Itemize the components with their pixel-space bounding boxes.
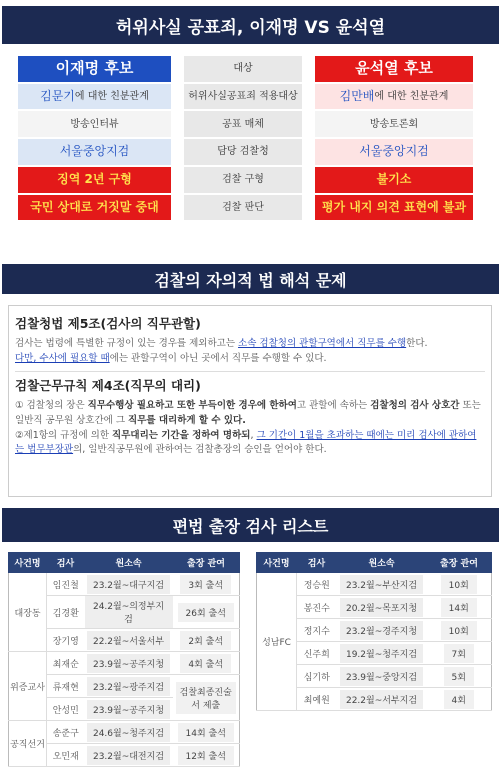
origin-cell xyxy=(337,688,427,711)
prosecutor-name: 오민재 xyxy=(47,744,85,767)
section3-title: 편법 출장 검사 리스트 xyxy=(2,508,499,542)
case-cell: 성남FC xyxy=(257,573,297,711)
prosecutor-name: 안성민 xyxy=(47,698,85,721)
origin-value: 20.2월~목포지청 xyxy=(340,598,423,617)
prosecutor-name: 정승원 xyxy=(297,573,337,596)
origin-cell xyxy=(337,665,427,688)
origin-value: 23.9월~공주지청 xyxy=(87,700,170,719)
prosecutor-name: 정지수 xyxy=(297,619,337,642)
law2-title: 검찰근무규칙 제4조(직무의 대리) xyxy=(15,377,201,393)
count-value: 14회 xyxy=(441,598,477,617)
count-cell xyxy=(427,642,492,665)
origin-cell xyxy=(85,675,173,698)
prosecutor-table-left xyxy=(8,552,240,767)
count-cell xyxy=(173,652,240,675)
left-office: 서울중앙지검 xyxy=(18,139,171,165)
origin-cell xyxy=(337,573,427,596)
origin-value: 23.2월~대전지검 xyxy=(87,746,170,765)
count-value: 7회 xyxy=(444,644,474,663)
law2-p1-b: 직무수행상 필요하고 또한 부득이한 경우에 한하여 xyxy=(87,400,297,412)
origin-cell xyxy=(85,721,173,744)
law2-p1-f: 직무를 대리하게 할 수 있다. xyxy=(128,414,246,426)
count-cell xyxy=(427,596,492,619)
prosecutor-name: 신주희 xyxy=(297,642,337,665)
origin-cell xyxy=(85,596,173,629)
section2-title: 검찰의 자의적 법 해석 문제 xyxy=(2,264,499,294)
origin-cell xyxy=(85,652,173,675)
law2-p2-underline: 그 기간이 1월을 초과하는 때에는 미리 검사에 관하여는 법무부장관 xyxy=(15,429,477,456)
law2-para1 xyxy=(15,399,485,428)
right-target-name: 김만배 xyxy=(339,88,375,103)
law1-title: 검찰청법 제5조(검사의 직무관할) xyxy=(15,316,201,331)
law1-text2-underline: 다만, 수사에 필요할 때 xyxy=(15,353,110,365)
left-target-cell xyxy=(18,84,171,110)
section1-title: 허위사실 공표죄, 이재명 VS 윤석열 xyxy=(2,6,499,44)
law1-text-2 xyxy=(15,352,485,367)
count-cell xyxy=(173,675,240,721)
count-cell xyxy=(427,573,492,596)
count-value: 3회 출석 xyxy=(180,575,231,594)
mid-judgment-label: 검찰 판단 xyxy=(184,195,302,221)
mid-sentence-label: 검찰 구형 xyxy=(184,167,302,193)
count-value: 4회 출석 xyxy=(180,654,231,673)
prosecutor-name: 최재순 xyxy=(47,652,85,675)
origin-value: 23.2월~대구지검 xyxy=(87,575,170,594)
right-candidate-header: 윤석열 후보 xyxy=(315,56,473,82)
table-row xyxy=(257,573,492,596)
law2-p1-a: ① 검찰청의 장은 xyxy=(15,400,88,412)
origin-cell xyxy=(85,698,173,721)
mid-office-label: 담당 검찰청 xyxy=(184,139,302,165)
prosecutor-name: 송준구 xyxy=(47,721,85,744)
origin-value: 23.2월~부산지검 xyxy=(340,575,423,594)
count-value: 검찰최종진술서 제출 xyxy=(176,682,236,714)
right-judgment: 평가 내지 의견 표현에 불과 xyxy=(315,195,473,221)
col-prosecutor: 검사 xyxy=(47,553,85,573)
count-cell xyxy=(173,721,240,744)
law-divider xyxy=(15,371,485,372)
right-office: 서울중앙지검 xyxy=(315,139,473,165)
law2-p2-c: , xyxy=(250,429,257,441)
law1-text xyxy=(15,337,485,352)
mid-target-label: 허위사실공표죄 적용대상 xyxy=(184,84,302,110)
origin-cell xyxy=(85,744,173,767)
count-cell xyxy=(427,619,492,642)
right-sentence: 불기소 xyxy=(315,167,473,193)
count-value: 5회 xyxy=(444,667,474,686)
left-media: 방송인터뷰 xyxy=(18,111,171,137)
prosecutor-name: 봉진수 xyxy=(297,596,337,619)
law1-text-underline: 소속 검찰청의 관할구역에서 직무를 수행 xyxy=(238,338,407,350)
count-cell xyxy=(173,744,240,767)
prosecutor-name: 류재현 xyxy=(47,675,85,698)
count-cell xyxy=(173,629,240,652)
mid-header: 대상 xyxy=(184,56,302,82)
prosecutor-name: 최예원 xyxy=(297,688,337,711)
count-cell xyxy=(427,688,492,711)
law2-p1-e: 또는 일반직 공무원 상호간에 그 xyxy=(15,400,481,426)
law2-p2-b: 직무대리는 기간을 정하여 명하되 xyxy=(112,429,251,441)
law2-para2 xyxy=(15,429,485,458)
count-cell xyxy=(173,596,240,629)
count-value: 4회 xyxy=(444,690,474,709)
table-row xyxy=(9,652,240,675)
col-prosecutor: 검사 xyxy=(297,553,337,573)
origin-value: 23.9월~공주지청 xyxy=(87,654,170,673)
origin-value: 19.2월~청주지검 xyxy=(340,644,423,663)
mid-media-label: 공표 매체 xyxy=(184,111,302,137)
left-target-desc: 에 대한 친분관계 xyxy=(74,90,149,102)
table-row xyxy=(9,721,240,744)
col-origin: 원소속 xyxy=(337,553,427,573)
origin-value: 23.2월~경주지청 xyxy=(340,621,423,640)
right-target-desc: 에 대한 친분관계 xyxy=(374,90,449,102)
case-cell: 위증교사 xyxy=(9,652,47,721)
count-value: 10회 xyxy=(441,575,477,594)
count-value: 14회 출석 xyxy=(178,723,234,742)
origin-cell xyxy=(85,573,173,596)
left-candidate-header: 이재명 후보 xyxy=(18,56,171,82)
law2-p1-c: 고 관할에 속하는 xyxy=(296,400,371,412)
count-cell xyxy=(427,665,492,688)
origin-value: 22.2월~서부지검 xyxy=(340,690,423,709)
col-count: 출장 관여 xyxy=(427,553,492,573)
origin-cell xyxy=(337,642,427,665)
case-cell: 공직선거 xyxy=(9,721,47,767)
prosecutor-name: 김경환 xyxy=(47,596,85,629)
col-case: 사건명 xyxy=(9,553,47,573)
count-value: 10회 xyxy=(441,621,477,640)
col-case: 사건명 xyxy=(257,553,297,573)
count-value: 2회 출석 xyxy=(180,631,231,650)
left-judgment: 국민 상대로 거짓말 중대 xyxy=(18,195,171,221)
law1-text-a: 검사는 법령에 특별한 규정이 있는 경우를 제외하고는 xyxy=(15,338,239,350)
law-text-box xyxy=(8,305,492,497)
origin-cell xyxy=(337,596,427,619)
origin-cell xyxy=(337,619,427,642)
col-origin: 원소속 xyxy=(85,553,173,573)
origin-value: 23.2월~광주지검 xyxy=(87,677,170,696)
law2-p2-a: ②제1항의 규정에 의한 xyxy=(15,429,113,441)
prosecutor-name: 심기하 xyxy=(297,665,337,688)
origin-value: 24.6월~청주지검 xyxy=(87,723,170,742)
origin-cell xyxy=(85,629,173,652)
origin-value: 22.2월~서울서부 xyxy=(87,631,170,650)
prosecutor-name: 임진철 xyxy=(47,573,85,596)
left-sentence: 징역 2년 구형 xyxy=(18,167,171,193)
prosecutor-table-right xyxy=(256,552,492,711)
count-value: 26회 출석 xyxy=(178,603,234,622)
law1-text2: 에는 관할구역이 아닌 곳에서 직무를 수행할 수 있다. xyxy=(109,353,327,365)
comparison-table xyxy=(12,54,490,250)
law2-p1-d: 검찰청의 검사 상호간 xyxy=(370,400,460,412)
right-media: 방송토론회 xyxy=(315,111,473,137)
law1-text-b: 한다. xyxy=(406,338,428,350)
origin-value: 24.2월~의정부지검 xyxy=(85,596,173,628)
count-cell xyxy=(173,573,240,596)
case-cell: 대장동 xyxy=(9,573,47,652)
right-target-cell xyxy=(315,84,473,110)
count-value: 12회 출석 xyxy=(178,746,234,765)
col-count: 출장 관여 xyxy=(173,553,240,573)
table-row xyxy=(9,573,240,596)
left-target-name: 김문기 xyxy=(40,88,75,103)
origin-value: 23.9월~중앙지검 xyxy=(340,667,423,686)
law2-p2-d: 의, 일반직공무원에 관하여는 검찰총장의 승인을 얻어야 한다. xyxy=(73,444,327,456)
prosecutor-name: 장기영 xyxy=(47,629,85,652)
